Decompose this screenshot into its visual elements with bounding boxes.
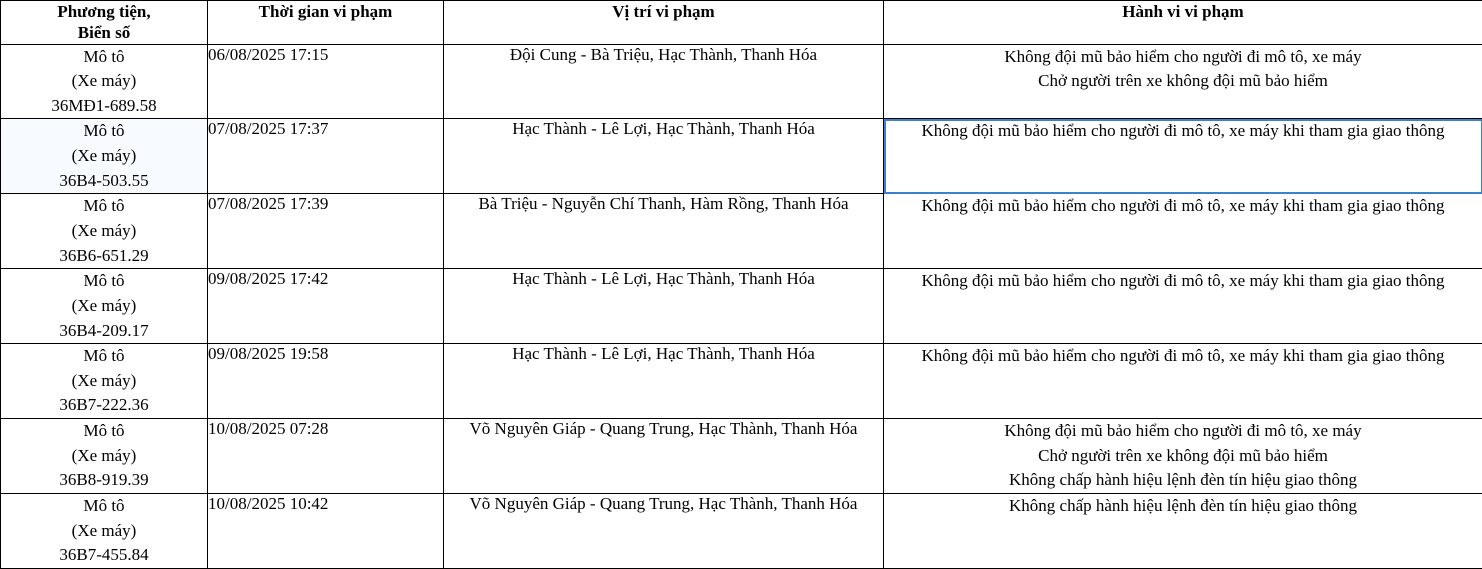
vehicle-line: Mô tô bbox=[1, 119, 207, 144]
cell-place[interactable]: Hạc Thành - Lê Lợi, Hạc Thành, Thanh Hóa bbox=[444, 344, 884, 419]
vehicle-line: (Xe máy) bbox=[1, 369, 207, 394]
vehicle-line: Mô tô bbox=[1, 344, 207, 369]
cell-place[interactable]: Võ Nguyên Giáp - Quang Trung, Hạc Thành, Thanh Hóa bbox=[444, 419, 884, 494]
vehicle-line: Mô tô bbox=[1, 194, 207, 219]
cell-time[interactable]: 09/08/2025 17:42 bbox=[208, 269, 444, 344]
cell-behavior[interactable] bbox=[884, 419, 1482, 494]
cell-behavior[interactable] bbox=[884, 494, 1482, 569]
cell-place[interactable]: Bà Triệu - Nguyễn Chí Thanh, Hàm Rồng, Thanh Hóa bbox=[444, 194, 884, 269]
cell-behavior[interactable] bbox=[884, 194, 1482, 269]
column-header-time bbox=[208, 1, 444, 45]
behavior-line: Không chấp hành hiệu lệnh đèn tín hiệu giao thông bbox=[884, 468, 1482, 493]
cell-place[interactable]: Hạc Thành - Lê Lợi, Hạc Thành, Thanh Hóa bbox=[444, 269, 884, 344]
behavior-line: Không đội mũ bảo hiểm cho người đi mô tô, xe máy khi tham gia giao thông bbox=[884, 194, 1482, 219]
cell-vehicle[interactable] bbox=[1, 419, 208, 494]
vehicle-line: 36B8-919.39 bbox=[1, 468, 207, 493]
cell-time[interactable]: 06/08/2025 17:15 bbox=[208, 44, 444, 119]
vehicle-line: (Xe máy) bbox=[1, 69, 207, 94]
column-header-line: Vị trí vi phạm bbox=[444, 1, 883, 22]
behavior-line: Không đội mũ bảo hiểm cho người đi mô tô, xe máy bbox=[884, 419, 1482, 444]
table-row[interactable] bbox=[1, 344, 1482, 419]
behavior-line: Không chấp hành hiệu lệnh đèn tín hiệu giao thông bbox=[884, 494, 1482, 519]
cell-time[interactable]: 10/08/2025 07:28 bbox=[208, 419, 444, 494]
cell-place[interactable]: Võ Nguyên Giáp - Quang Trung, Hạc Thành, Thanh Hóa bbox=[444, 494, 884, 569]
cell-vehicle[interactable] bbox=[1, 119, 208, 194]
cell-vehicle[interactable] bbox=[1, 344, 208, 419]
cell-behavior[interactable] bbox=[884, 119, 1482, 194]
column-header-place bbox=[444, 1, 884, 45]
vehicle-line: (Xe máy) bbox=[1, 444, 207, 469]
table-row[interactable] bbox=[1, 44, 1482, 119]
cell-vehicle[interactable] bbox=[1, 44, 208, 119]
vehicle-line: 36B6-651.29 bbox=[1, 244, 207, 269]
vehicle-line: (Xe máy) bbox=[1, 519, 207, 544]
cell-behavior[interactable] bbox=[884, 44, 1482, 119]
cell-place[interactable]: Đội Cung - Bà Triệu, Hạc Thành, Thanh Hóa bbox=[444, 44, 884, 119]
table-body bbox=[1, 44, 1482, 568]
vehicle-line: 36MĐ1-689.58 bbox=[1, 94, 207, 119]
vehicle-line: Mô tô bbox=[1, 45, 207, 70]
table-row[interactable] bbox=[1, 119, 1482, 194]
table-row[interactable] bbox=[1, 494, 1482, 569]
table-row[interactable] bbox=[1, 194, 1482, 269]
cell-time[interactable]: 09/08/2025 19:58 bbox=[208, 344, 444, 419]
cell-place[interactable]: Hạc Thành - Lê Lợi, Hạc Thành, Thanh Hóa bbox=[444, 119, 884, 194]
column-header-line: Biển số bbox=[1, 22, 207, 43]
column-header-line: Phương tiện, bbox=[1, 1, 207, 22]
vehicle-line: 36B4-209.17 bbox=[1, 319, 207, 344]
cell-time[interactable]: 07/08/2025 17:39 bbox=[208, 194, 444, 269]
vehicle-line: 36B4-503.55 bbox=[1, 169, 207, 194]
behavior-line: Không đội mũ bảo hiểm cho người đi mô tô, xe máy khi tham gia giao thông bbox=[884, 269, 1482, 294]
table-row[interactable] bbox=[1, 269, 1482, 344]
vehicle-line: Mô tô bbox=[1, 269, 207, 294]
table-header-row bbox=[1, 1, 1482, 45]
vehicle-line: 36B7-455.84 bbox=[1, 543, 207, 568]
behavior-line: Chở người trên xe không đội mũ bảo hiểm bbox=[884, 444, 1482, 469]
vehicle-line: Mô tô bbox=[1, 419, 207, 444]
vehicle-line: (Xe máy) bbox=[1, 219, 207, 244]
table-header bbox=[1, 1, 1482, 45]
behavior-line: Không đội mũ bảo hiểm cho người đi mô tô, xe máy bbox=[884, 45, 1482, 70]
column-header-vehicle bbox=[1, 1, 208, 45]
cell-vehicle[interactable] bbox=[1, 269, 208, 344]
cell-time[interactable]: 10/08/2025 10:42 bbox=[208, 494, 444, 569]
cell-behavior[interactable] bbox=[884, 344, 1482, 419]
vehicle-line: (Xe máy) bbox=[1, 144, 207, 169]
column-header-line: Hành vi vi phạm bbox=[884, 1, 1482, 22]
vehicle-line: Mô tô bbox=[1, 494, 207, 519]
column-header-behavior bbox=[884, 1, 1482, 45]
cell-vehicle[interactable] bbox=[1, 494, 208, 569]
behavior-line: Không đội mũ bảo hiểm cho người đi mô tô, xe máy khi tham gia giao thông bbox=[884, 344, 1482, 369]
cell-behavior[interactable] bbox=[884, 269, 1482, 344]
vehicle-line: 36B7-222.36 bbox=[1, 393, 207, 418]
behavior-line: Chở người trên xe không đội mũ bảo hiểm bbox=[884, 69, 1482, 94]
behavior-line: Không đội mũ bảo hiểm cho người đi mô tô, xe máy khi tham gia giao thông bbox=[884, 119, 1482, 144]
cell-vehicle[interactable] bbox=[1, 194, 208, 269]
vehicle-line: (Xe máy) bbox=[1, 294, 207, 319]
cell-time[interactable]: 07/08/2025 17:37 bbox=[208, 119, 444, 194]
column-header-line: Thời gian vi phạm bbox=[208, 1, 443, 22]
table-row[interactable] bbox=[1, 419, 1482, 494]
